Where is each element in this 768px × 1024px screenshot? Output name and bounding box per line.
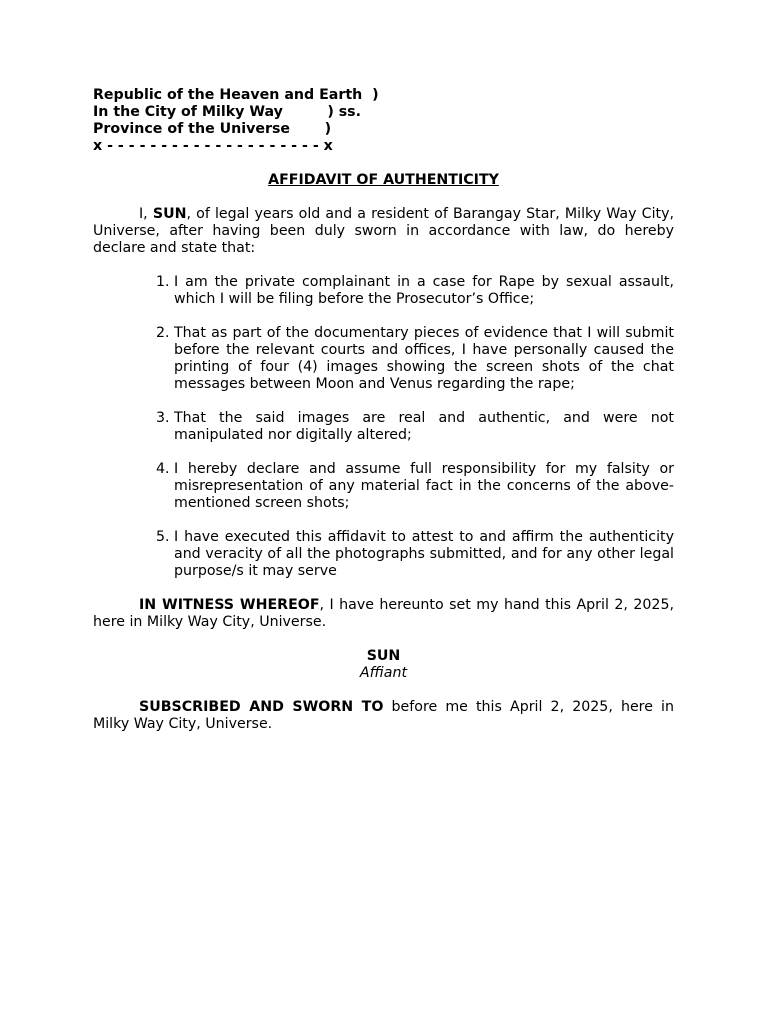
caption-line-city: In the City of Milky Way ) ss. — [93, 104, 362, 120]
caption-line-province: Province of the Universe ) — [93, 121, 332, 137]
witness-paragraph — [93, 597, 674, 631]
signature-name: SUN — [366, 648, 401, 664]
affiant-name: SUN — [152, 206, 187, 222]
witness-lead: IN WITNESS WHEREOF — [139, 597, 320, 613]
caption-separator: x - - - - - - - - - - - - - - - - - - - - x — [93, 138, 333, 154]
jurat-lead: SUBSCRIBED AND SWORN TO — [139, 699, 384, 715]
statements-list — [93, 274, 674, 580]
signature-block — [93, 648, 674, 682]
statement-item: 1. I am the private complainant in a case for Rape by sexual assault, which I will be filing before the Prosecutor’s Office; — [174, 274, 674, 308]
intro-text: , of legal years old and a resident of Barangay Star, Milky Way City, Universe, after having been duly sworn in accordance with law, do hereby declare and state that: — [93, 206, 674, 256]
jurat-text: before me this April 2, 2025, here in Milky Way City, Universe. — [93, 699, 674, 732]
witness-text: , I have hereunto set my hand this April 2, 2025, here in Milky Way City, Universe. — [93, 597, 674, 630]
intro-prefix: I, — [139, 206, 153, 222]
statement-item: 2. That as part of the documentary pieces of evidence that I will submit before the relevant courts and offices, I have personally caused the printing of four (4) images showing the screen shots of the chat messages between Moon and Venus regarding the rape; — [174, 325, 674, 393]
statement-item: 5. I have executed this affidavit to attest to and affirm the authenticity and veracity of all the photographs submitted, and for any other legal purpose/s it may serve — [174, 529, 674, 580]
statement-item: 4. I hereby declare and assume full responsibility for my falsity or misrepresentation of any material fact in the concerns of the above-mentioned screen shots; — [174, 461, 674, 512]
statement-item: 3. That the said images are real and authentic, and were not manipulated nor digitally altered; — [174, 410, 674, 444]
venue-caption — [93, 87, 674, 155]
jurat-paragraph — [93, 699, 674, 733]
intro-paragraph — [93, 206, 674, 257]
caption-line-republic: Republic of the Heaven and Earth ) — [93, 87, 379, 103]
document-title: AFFIDAVIT OF AUTHENTICITY — [268, 172, 499, 188]
document-page — [93, 87, 674, 733]
signature-role: Affiant — [359, 665, 408, 681]
